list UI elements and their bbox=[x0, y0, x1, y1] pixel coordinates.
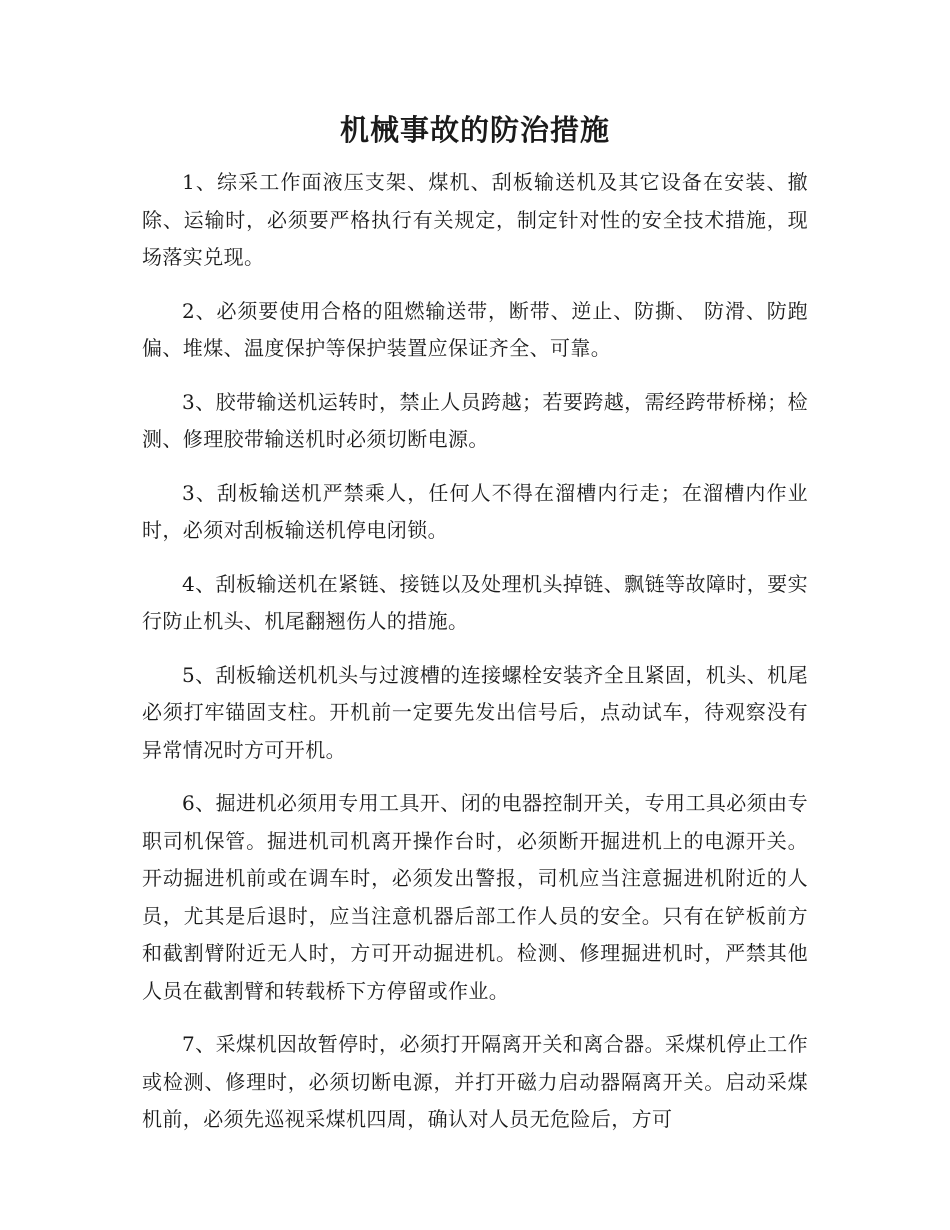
paragraph-4: 3、刮板输送机严禁乘人，任何人不得在溜槽内行走；在溜槽内作业时，必须对刮板输送机停电闭锁。 bbox=[142, 480, 808, 542]
document-title: 机械事故的防治措施 bbox=[339, 113, 610, 147]
paragraph-1: 1、综采工作面液压支架、煤机、刮板输送机及其它设备在安装、撤除、运输时，必须要严格执行有关规定，制定针对性的安全技术措施，现场落实兑现。 bbox=[142, 170, 808, 269]
paragraph-7: 6、掘进机必须用专用工具开、闭的电器控制开关，专用工具必须由专职司机保管。掘进机司机离开操作台时，必须断开掘进机上的电源开关。开动掘进机前或在调车时，必须发出警报，司机应当注意掘进机附近的人员，尤其是后退时，应当注意机器后部工作人员的安全。只有在铲板前方和截割臂附近无人时，方可开动掘进机。检测、修理掘进机时，严禁其他人员在截割臂和转载桥下方停留或作业。 bbox=[142, 791, 808, 1003]
paragraph-8: 7、采煤机因故暂停时，必须打开隔离开关和离合器。采煤机停止工作或检测、修理时，必须切断电源，并打开磁力启动器隔离开关。启动采煤机前，必须先巡视采煤机四周，确认对人员无危险后，方可 bbox=[142, 1032, 808, 1131]
paragraph-5: 4、刮板输送机在紧链、接链以及处理机头掉链、飘链等故障时，要实行防止机头、机尾翻翘伤人的措施。 bbox=[142, 571, 808, 633]
paragraph-2: 2、必须要使用合格的阻燃输送带，断带、逆止、防撕、 防滑、防跑偏、堆煤、温度保护等保护装置应保证齐全、可靠。 bbox=[142, 298, 808, 360]
paragraph-3: 3、胶带输送机运转时，禁止人员跨越；若要跨越，需经跨带桥梯；检测、修理胶带输送机时必须切断电源。 bbox=[142, 389, 808, 451]
paragraph-6: 5、刮板输送机机头与过渡槽的连接螺栓安装齐全且紧固，机头、机尾必须打牢锚固支柱。开机前一定要先发出信号后，点动试车，待观察没有异常情况时方可开机。 bbox=[142, 662, 808, 762]
